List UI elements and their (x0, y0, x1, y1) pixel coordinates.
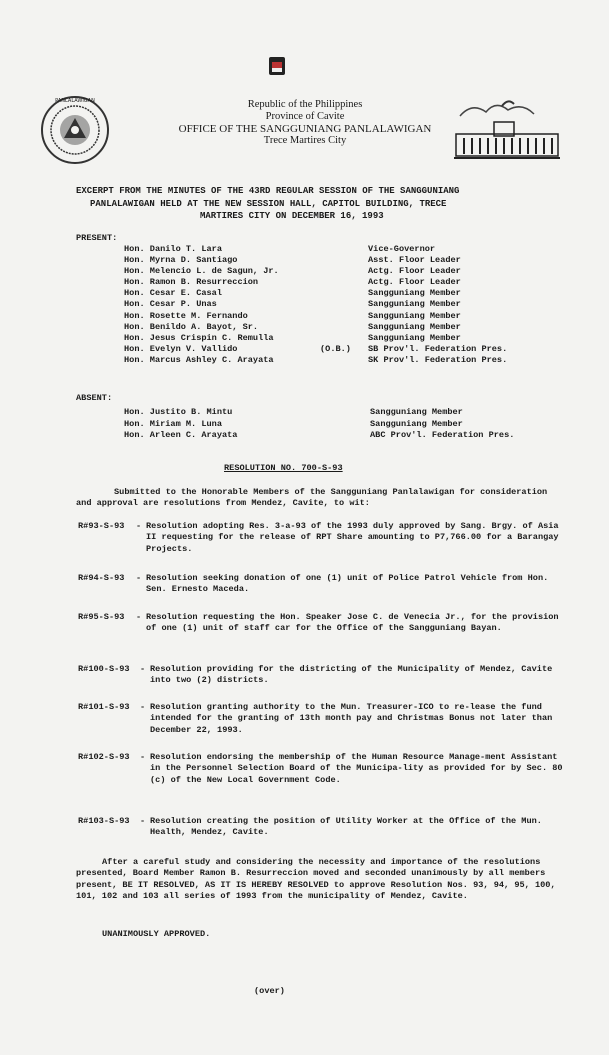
present-row (124, 311, 584, 322)
present-row (124, 333, 584, 344)
res-text: Resolution creating the position of Utility Worker at the Office of the Mun. Health, Mendez, Cavite. (150, 816, 542, 838)
header-city: Trece Martires City (263, 135, 347, 146)
provincial-seal-icon (38, 94, 112, 166)
header-province: Province of Cavite (265, 111, 345, 122)
member-role: ABC Prov'l. Federation Pres. (370, 430, 515, 441)
res-item (78, 702, 568, 736)
res-dash: - (140, 702, 146, 712)
member-name: Hon. Cesar E. Casal (124, 288, 222, 299)
present-label: PRESENT: (76, 233, 118, 243)
present-row (124, 299, 584, 310)
absent-row (124, 419, 584, 431)
title-line-1: EXCERPT FROM THE MINUTES OF THE 43RD REGULAR SESSION OF THE SANGGUNIANG (76, 186, 460, 196)
title-line-3: MARTIRES CITY ON DECEMBER 16, 1993 (200, 211, 384, 221)
res-text: Resolution providing for the districting of the Municipality of Mendez, Cavite into two (2) districts. (150, 664, 553, 686)
title-line-2: PANLALAWIGAN HELD AT THE NEW SESSION HALL, CAPITOL BUILDING, TRECE (90, 198, 447, 209)
closing-paragraph: After a careful study and considering the necessity and importance of the resolutions presented, Board Member Ramon B. Resurreccion moved and seconded unanimously by all members present, BE IT RESOLVED, AS IT IS HEREBY RESOLVED to approve Resolution Nos. 93, 94, 95, 100, 101, 102 and 103 all series of 1993 from the municipality of Mendez, Cavite. (76, 857, 556, 902)
present-row (124, 344, 584, 355)
res-dash: - (136, 573, 142, 583)
member-role: Sangguniang Member (368, 288, 461, 299)
present-row (124, 322, 584, 333)
member-name: Hon. Cesar P. Unas (124, 299, 217, 310)
res-item (78, 521, 568, 555)
document-title (76, 185, 576, 223)
member-role: Sangguniang Member (368, 332, 461, 343)
member-name: Hon. Ramon B. Resurreccion (124, 277, 259, 288)
seal-lettering: PANLALAWIGAN (55, 98, 95, 104)
present-row (124, 355, 584, 366)
res-dash: - (136, 521, 142, 531)
member-name: Hon. Arleen C. Arayata (124, 430, 238, 441)
absent-row (124, 430, 584, 442)
header-office: OFFICE OF THE SANGGUNIANG PANLALAWIGAN (178, 123, 432, 135)
res-text: Resolution seeking donation of one (1) unit of Police Patrol Vehicle from Hon. Sen. Ernesto Maceda. (146, 573, 549, 595)
member-name: Hon. Benildo A. Bayot, Sr. (124, 321, 259, 332)
member-role: Vice-Governor (368, 244, 436, 254)
res-dash: - (140, 752, 146, 762)
res-dash: - (140, 664, 146, 674)
member-role: Actg. Floor Leader (368, 277, 461, 288)
top-emblem-icon (268, 56, 286, 76)
member-name: Hon. Danilo T. Lara (124, 244, 222, 254)
present-row (124, 244, 584, 255)
member-role: Asst. Floor Leader (368, 255, 461, 266)
res-text: Resolution requesting the Hon. Speaker Jose C. de Venecia Jr., for the provision of one (1) unit of staff car for the Office of the Sangguniang Bayan. (146, 612, 559, 634)
res-number: R#102-S-93 (78, 752, 130, 762)
member-name: Hon. Melencio L. de Sagun, Jr. (124, 266, 279, 277)
intro-paragraph: Submitted to the Honorable Members of the Sangguniang Panlalawigan for consideration and approval are resolutions from Mendez, Cavite, to wit: (76, 487, 548, 509)
member-name: Hon. Miriam M. Luna (124, 418, 222, 429)
res-number: R#93-S-93 (78, 521, 125, 531)
res-item (78, 816, 568, 839)
res-item (78, 573, 568, 596)
res-item (78, 612, 568, 635)
letterhead (140, 99, 470, 147)
res-number: R#103-S-93 (78, 816, 130, 826)
absent-label: ABSENT: (76, 393, 113, 403)
member-role: Sangguniang Member (368, 321, 461, 332)
member-role: SK Prov'l. Federation Pres. (368, 354, 508, 365)
present-list (124, 244, 584, 366)
member-name: Hon. Marcus Ashley C. Arayata (124, 354, 274, 365)
absent-list (124, 407, 584, 442)
member-name: Hon. Jesus Crispin C. Remulla (124, 332, 274, 343)
member-role: Sangguniang Member (370, 407, 463, 417)
res-number: R#101-S-93 (78, 702, 130, 712)
member-role: SB Prov'l. Federation Pres. (368, 343, 508, 354)
res-number: R#94-S-93 (78, 573, 125, 583)
res-text: Resolution adopting Res. 3-a-93 of the 1993 duly approved by Sang. Brgy. of Asia II requesting for the release of RPT Share amounting to P7,766.00 for a Barangay Projects. (146, 521, 559, 554)
approval-statement: UNANIMOUSLY APPROVED. (102, 929, 211, 939)
member-name: Hon. Myrna D. Santiago (124, 255, 238, 266)
present-row (124, 288, 584, 299)
member-note: (O.B.) (320, 343, 351, 354)
res-number: R#100-S-93 (78, 664, 130, 674)
present-row (124, 277, 584, 288)
res-dash: - (136, 612, 142, 622)
page-continuation: (over) (254, 986, 285, 996)
absent-row (124, 407, 584, 419)
member-name: Hon. Rosette M. Fernando (124, 310, 248, 321)
res-item (78, 664, 568, 687)
present-row (124, 255, 584, 266)
member-role: Sangguniang Member (368, 299, 461, 310)
present-row (124, 266, 584, 277)
member-role: Sangguniang Member (370, 418, 463, 429)
res-item (78, 752, 568, 786)
member-name: Hon. Justito B. Mintu (124, 407, 233, 417)
resolution-title: RESOLUTION NO. 700-S-93 (224, 463, 343, 473)
res-number: R#95-S-93 (78, 612, 125, 622)
member-role: Actg. Floor Leader (368, 266, 461, 277)
member-name: Hon. Evelyn V. Vallido (124, 343, 238, 354)
res-text: Resolution endorsing the membership of the Human Resource Manage-ment Assistant in the Personnel Selection Board of the Municipa-lity as provided for by Sec. 80 (c) of the New Local Government Code. (150, 752, 563, 785)
header-republic: Republic of the Philippines (247, 99, 363, 110)
res-text: Resolution granting authority to the Mun. Treasurer-ICO to re-lease the fund intended for the granting of 13th month pay and Christmas Bonus not later than December 22, 1993. (150, 702, 553, 735)
member-role: Sangguniang Member (368, 310, 461, 321)
res-dash: - (140, 816, 146, 826)
